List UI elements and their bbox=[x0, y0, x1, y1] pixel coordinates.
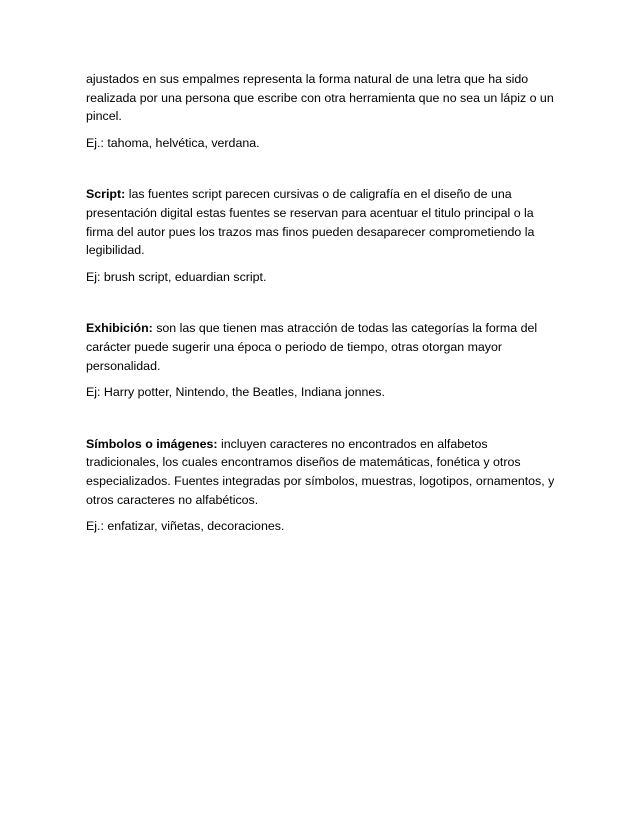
script-term: Script: bbox=[86, 187, 126, 202]
symbols-example: Ej.: enfatizar, viñetas, decoraciones. bbox=[86, 519, 285, 534]
section-spacer bbox=[86, 152, 556, 185]
intro-example: Ej.: tahoma, helvética, verdana. bbox=[86, 135, 260, 150]
symbols-term: Símbolos o imágenes: bbox=[86, 436, 218, 451]
section-spacer bbox=[86, 402, 556, 435]
exhibition-example: Ej: Harry potter, Nintendo, the Beatles, Indiana jonnes. bbox=[86, 385, 385, 400]
document-body bbox=[86, 70, 556, 536]
script-paragraph bbox=[86, 185, 556, 259]
intro-paragraph: ajustados en sus empalmes representa la forma natural de una letra que ha sido realizada por una persona que escribe con otra herramienta que no sea un lápiz o un pincel. bbox=[86, 72, 554, 124]
exhibition-description: son las que tienen mas atracción de todas las categorías la forma del carácter puede sugerir una época o periodo de tiempo, otras otorgan mayor personalidad. bbox=[86, 321, 538, 373]
script-description: las fuentes script parecen cursivas o de caligrafía en el diseño de una presentación digital estas fuentes se reservan para acentuar el titulo principal o la firma del autor pues los trazos mas finos pueden desaparecer comprometiendo la legibilidad. bbox=[86, 187, 535, 258]
symbols-description: incluyen caracteres no encontrados en alfabetos tradicionales, los cuales encontramos diseños de matemáticas, fonética y otros especializados. Fuentes integradas por símbolos, muestras, logotipos, ornamentos, y otros caracteres no alfabéticos. bbox=[86, 436, 555, 507]
exhibition-term: Exhibición: bbox=[86, 321, 153, 336]
symbols-paragraph bbox=[86, 435, 556, 509]
script-example: Ej: brush script, eduardian script. bbox=[86, 269, 267, 284]
exhibition-paragraph bbox=[86, 319, 556, 375]
section-spacer bbox=[86, 286, 556, 319]
